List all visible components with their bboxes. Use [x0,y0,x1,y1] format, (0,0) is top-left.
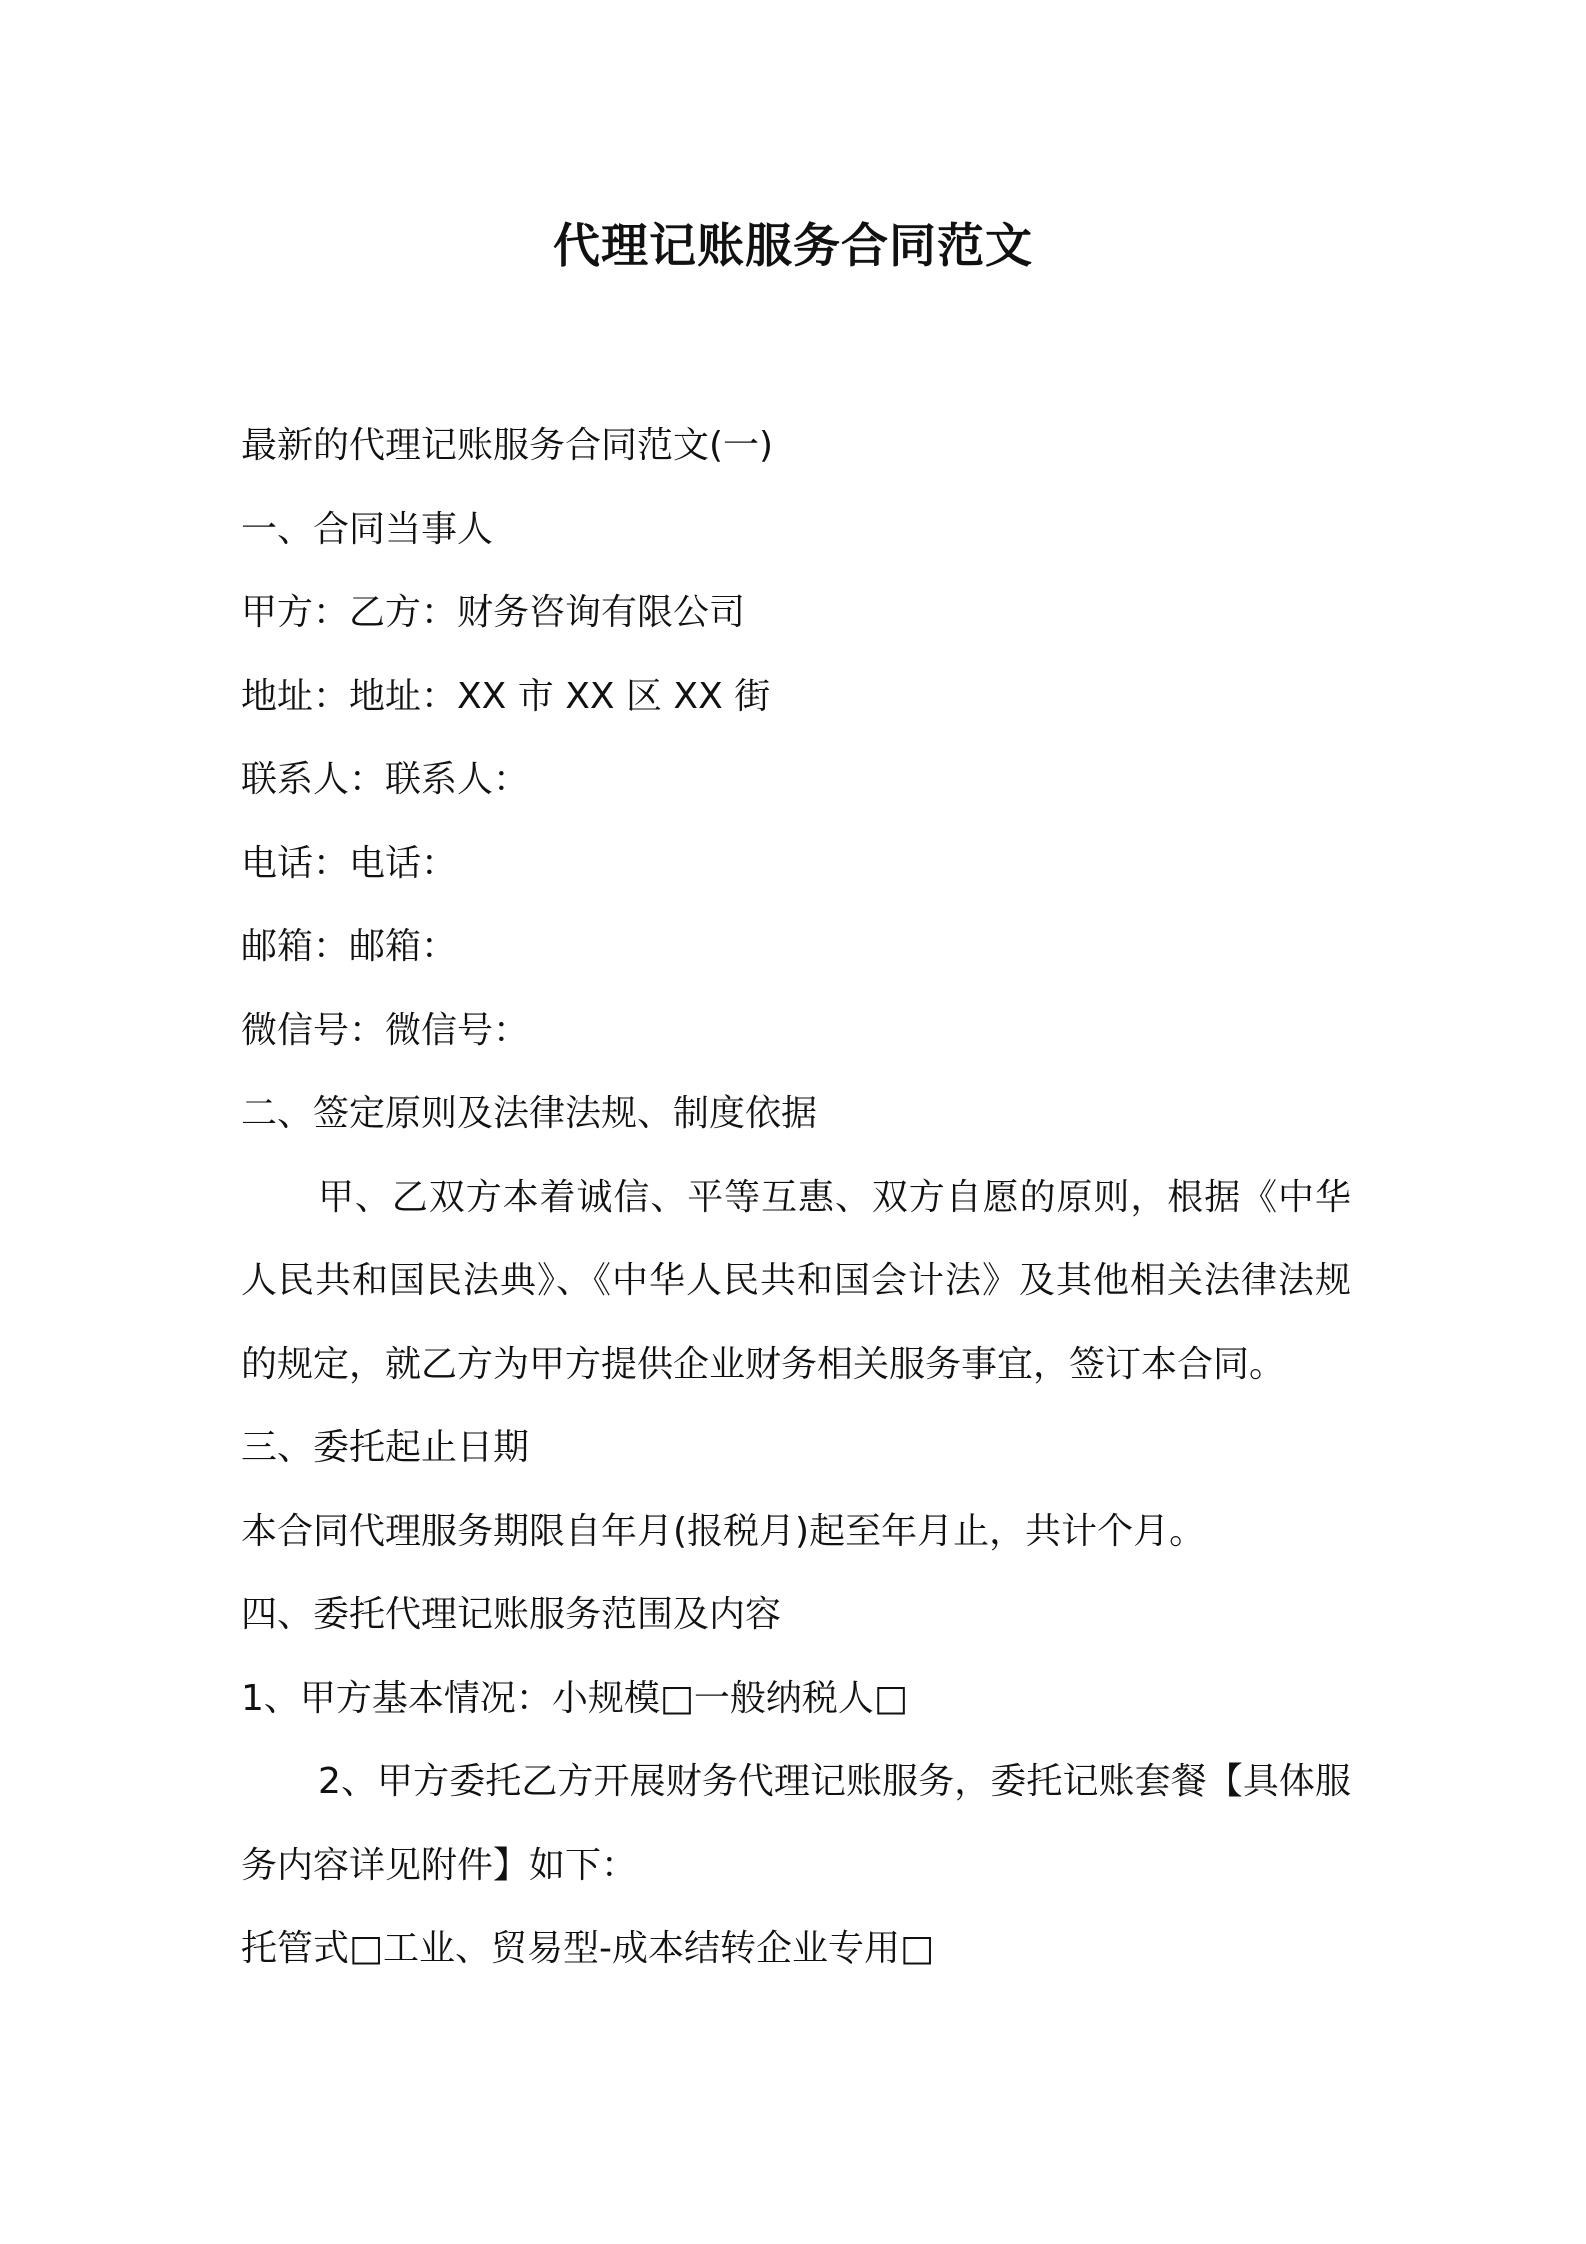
section-heading-principles: 二、签定原则及法律法规、制度依据 [241,1093,818,1134]
principles-paragraph: 甲、乙双方本着诚信、平等互惠、双方自愿的原则，根据《中华人民共和国民法典》、《中华人民共和国会计法》及其他相关法律法规的规定，就乙方为甲方提供企业财务相关服务事宜，签订本合同。 [241,1176,1351,1385]
term-paragraph: 本合同代理服务期限自年月(报税月)起至年月止，共计个月。 [241,1510,1206,1552]
scope-item-2: 2、甲方委托乙方开展财务代理记账服务，委托记账套餐【具体服务内容详见附件】如下： [241,1761,1351,1886]
contact-line: 联系人：联系人： [241,759,530,800]
document-body [241,404,1351,1991]
wechat-line: 微信号：微信号： [241,1009,530,1051]
section-heading-parties: 一、合同当事人 [241,508,494,550]
address-line: 地址：地址：XX 市 XX 区 XX 街 [241,675,771,717]
document-title: 代理记账服务合同范文 [553,219,1033,274]
email-line: 邮箱：邮箱： [241,926,458,967]
phone-line: 电话：电话： [241,842,458,884]
section-heading-scope: 四、委托代理记账服务范围及内容 [241,1594,782,1635]
party-line: 甲方：乙方：财务咨询有限公司 [241,592,746,633]
scope-item-1: 1、甲方基本情况：小规模□一般纳税人□ [241,1677,908,1719]
scope-item-3: 托管式□工业、贸易型-成本结转企业专用□ [241,1928,935,1969]
section-heading-term: 三、委托起止日期 [241,1427,530,1468]
document-subtitle: 最新的代理记账服务合同范文(一) [241,425,774,466]
